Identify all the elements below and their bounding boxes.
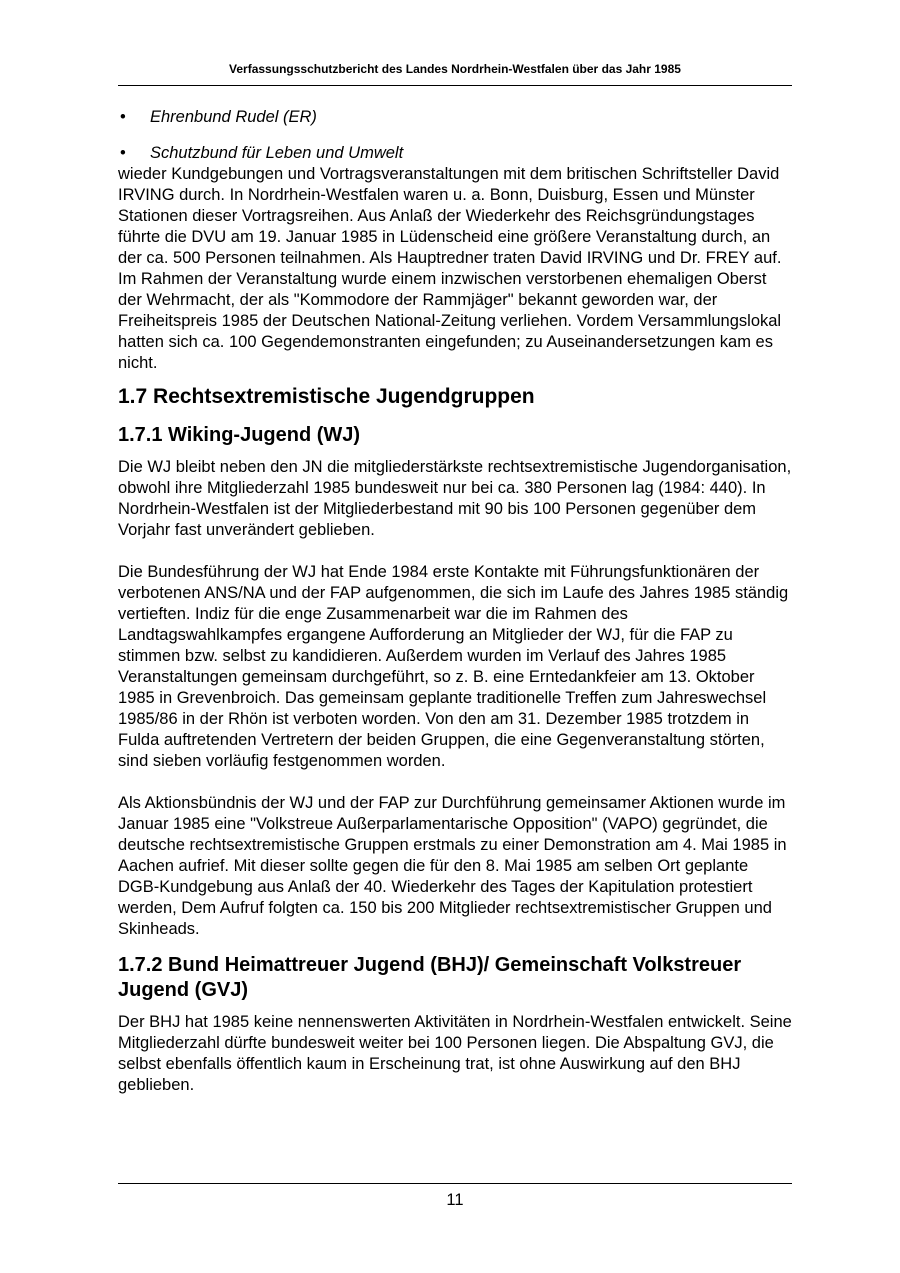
subsection-heading-wiking-jugend: 1.7.1 Wiking-Jugend (WJ)	[118, 424, 361, 446]
list-item	[118, 142, 792, 164]
document-page	[118, 0, 792, 1273]
list-item-text: Schutzbund für Leben und Umwelt	[150, 144, 404, 162]
paragraph: Die WJ bleibt neben den JN die mitgliederstärkste rechtsextremistische Jugendorganisation, obwohl ihre Mitgliederzahl 1985 bundesweit nur bei ca. 380 Personen lag (1984: 440). In Nordrhein-Westfalen ist der Mitgliederbestand mit 90 bis 100 Personen gegenüber dem Vorjahr fast unverändert geblieben.	[118, 458, 792, 539]
list-item	[118, 106, 792, 128]
intro-paragraph: wieder Kundgebungen und Vortragsveranstaltungen mit dem britischen Schriftsteller David IRVING durch. In Nordrhein-Westfalen waren u. a. Bonn, Duisburg, Essen und Münster Stationen dieser Vortragsreihen. Aus Anlaß der Wiederkehr des Reichsgründungstages führte die DVU am 19. Januar 1985 in Lüdenscheid eine größere Veranstaltung durch, an der ca. 500 Personen teilnahmen. Als Hauptredner traten David IRVING und Dr. FREY auf. Im Rahmen der Veranstaltung wurde einem inzwischen verstorbenen ehemaligen Oberst der Wehrmacht, der als "Kommodore der Rammjäger" bekannt geworden war, der Freiheitspreis 1985 der Deutschen National-Zeitung verliehen. Vordem Versammlungslokal hatten sich ca. 100 Gegendemonstranten eingefunden; zu Auseinandersetzungen kam es nicht.	[118, 165, 782, 372]
section-heading: 1.7 Rechtsextremistische Jugendgruppen	[118, 385, 535, 408]
paragraph: Der BHJ hat 1985 keine nennenswerten Aktivitäten in Nordrhein-Westfalen entwickelt. Seine Mitgliederzahl dürfte bundesweit weiter bei 100 Personen liegen. Die Abspaltung GVJ, die selbst ebenfalls öffentlich kaum in Erscheinung trat, ist ohne Auswirkung auf den BHJ geblieben.	[118, 1013, 792, 1094]
list-item-text: Ehrenbund Rudel (ER)	[150, 108, 317, 126]
running-header: Verfassungsschutzbericht des Landes Nordrhein-Westfalen über das Jahr 1985	[229, 62, 681, 76]
page-content	[118, 106, 792, 1096]
bullet-icon: •	[120, 108, 126, 126]
bullet-icon: •	[120, 144, 126, 162]
paragraph: Als Aktionsbündnis der WJ und der FAP zur Durchführung gemeinsamer Aktionen wurde im Januar 1985 eine "Volkstreue Außerparlamentarische Opposition" (VAPO) gegründet, die deutsche rechtsextremistische Gruppen erstmals zu einer Demonstration am 4. Mai 1985 in Aachen aufrief. Mit dieser sollte gegen die für den 8. Mai 1985 am selben Ort geplante DGB-Kundgebung aus Anlaß der 40. Wiederkehr des Tages der Kapitulation protestiert werden, Dem Aufruf folgten ca. 150 bis 200 Mitglieder rechtsextremistischer Gruppen und Skinheads.	[118, 794, 787, 938]
subsection-heading-bhj-gvj: 1.7.2 Bund Heimattreuer Jugend (BHJ)/ Gemeinschaft Volkstreuer Jugend (GVJ)	[118, 954, 742, 1001]
paragraph: Die Bundesführung der WJ hat Ende 1984 erste Kontakte mit Führungsfunktionären der verbotenen ANS/NA und der FAP aufgenommen, die sich im Laufe des Jahres 1985 ständig vertieften. Indiz für die enge Zusammenarbeit war die im Rahmen des Landtagswahlkampfes ergangene Aufforderung an Mitglieder der WJ, für die FAP zu stimmen bzw. selbst zu kandidieren. Außerdem wurden im Verlauf des Jahres 1985 Veranstaltungen gemeinsam durchgeführt, so z. B. eine Erntedankfeier am 13. Oktober 1985 in Grevenbroich. Das gemeinsam geplante traditionelle Treffen zum Jahreswechsel 1985/86 in der Rhön ist verboten worden. Von den am 31. Dezember 1985 trotzdem in Fulda auftretenden Vertretern der beiden Gruppen, die eine Gegenveranstaltung störten, sind sieben vorläufig festgenommen worden.	[118, 563, 789, 770]
bullet-list	[118, 106, 792, 164]
page-number: 11	[446, 1191, 464, 1209]
header-rule	[118, 85, 792, 86]
footer-rule	[118, 1183, 792, 1184]
